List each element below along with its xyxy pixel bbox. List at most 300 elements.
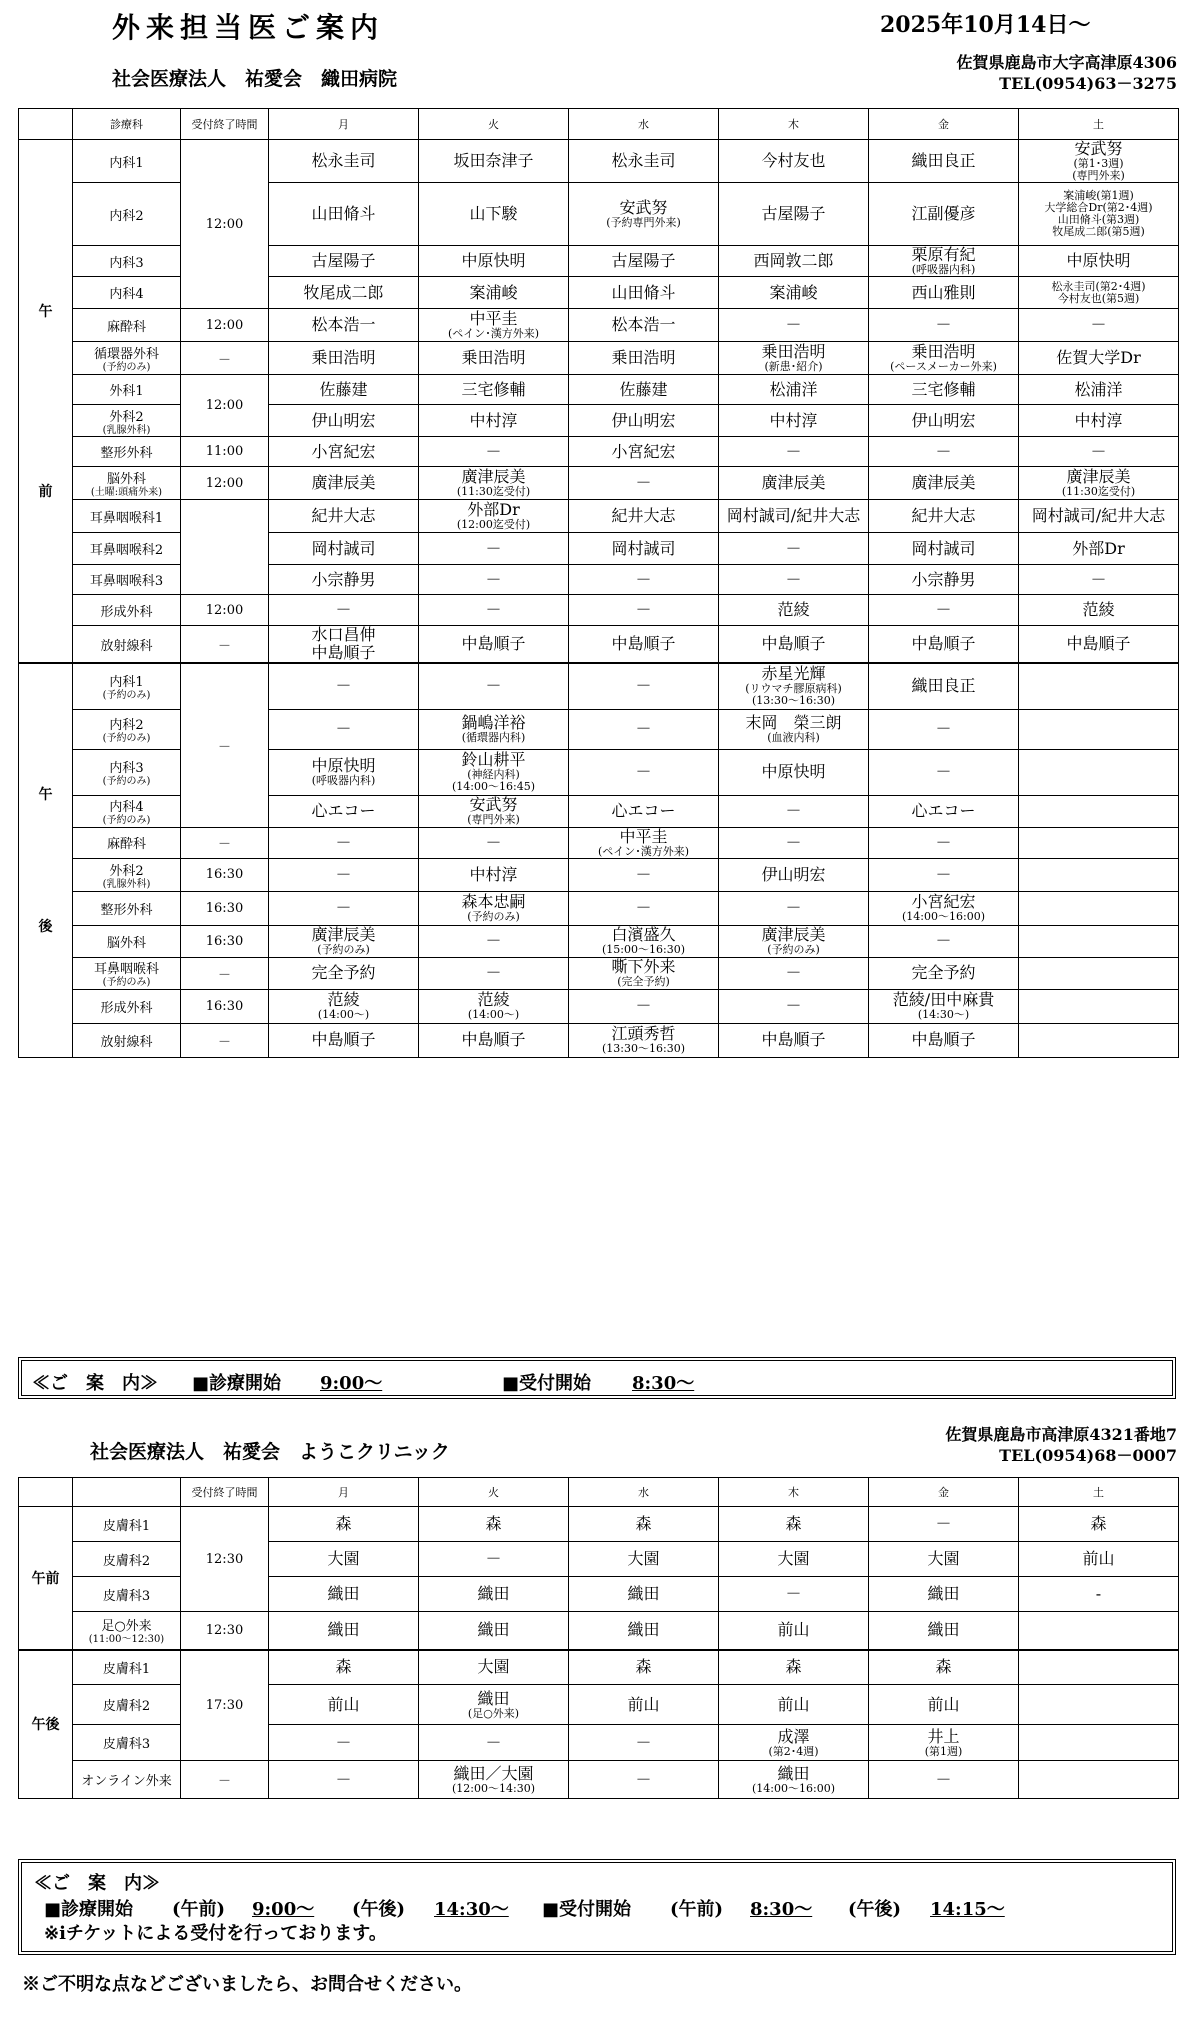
dept-sub: (予約のみ): [102, 815, 151, 826]
schedule-cell: [419, 309, 569, 342]
doctor-name: 范綾: [477, 990, 510, 1009]
doctor-name: 織田: [627, 1584, 660, 1603]
doctor-name: 古屋陽子: [761, 204, 826, 223]
doctor-note: (第1週): [924, 1744, 963, 1758]
reception-time: 8:30～: [632, 1373, 695, 1394]
schedule-cell: [269, 795, 419, 827]
schedule-cell: [719, 405, 869, 437]
dept-cell: [73, 1542, 181, 1577]
dept-cell: [73, 246, 181, 277]
schedule-cell: [569, 565, 719, 595]
clinic-pm-label-2: (午後): [848, 1899, 902, 1920]
schedule-cell: [719, 957, 869, 989]
col-header-0: 診療科: [73, 109, 181, 140]
dept-name: 内科1: [109, 155, 144, 171]
clinic-col-header-0: 受付終了時間: [181, 1478, 269, 1507]
dept-name: 循環器外科: [93, 347, 159, 362]
dept-cell: [73, 925, 181, 957]
doctor-name: 廣津辰美: [1066, 467, 1131, 486]
dept-name: 皮膚科2: [102, 1553, 151, 1569]
doctor-name: 鍋嶋洋裕: [461, 713, 526, 732]
dept-cell: [73, 533, 181, 565]
doctor-name: 中原快明: [1066, 251, 1131, 270]
schedule-cell: [569, 1023, 719, 1057]
doctor-name: －: [935, 1514, 952, 1533]
schedule-cell: [869, 246, 1019, 277]
schedule-cell: [719, 467, 869, 500]
doctor-name: －: [635, 473, 652, 492]
schedule-cell-empty: [1019, 989, 1179, 1023]
doctor-name: －: [785, 538, 802, 558]
schedule-cell: [719, 246, 869, 277]
schedule-cell: [1019, 1577, 1179, 1612]
schedule-cell-empty: [1019, 1685, 1179, 1725]
dept-sub: (乳腺外科): [102, 878, 151, 890]
doctor-name: －: [335, 832, 352, 852]
schedule-cell: [419, 1023, 569, 1057]
hospital-name: 社会医療法人 祐愛会 織田病院: [112, 68, 398, 90]
schedule-cell: [869, 795, 1019, 827]
schedule-cell: [719, 183, 869, 246]
col-header-6: 金: [869, 109, 1019, 140]
schedule-cell: [869, 626, 1019, 664]
doctor-name: -: [1095, 1584, 1102, 1603]
doctor-note: (14:30～): [917, 1008, 970, 1021]
schedule-cell: [569, 1725, 719, 1761]
dept-name: 皮膚科1: [102, 1661, 151, 1677]
schedule-cell: [1019, 500, 1179, 533]
doctor-note: (ペイン･漢方外来): [447, 327, 540, 340]
doctor-name: 前山: [1082, 1549, 1115, 1568]
time-cell: 12:30: [181, 1612, 269, 1650]
doctor-name: 岡村誠司: [311, 538, 376, 558]
doctor-name: 岡村誠司: [911, 538, 976, 558]
clinic-col-header-3: 水: [569, 1478, 719, 1507]
schedule-cell-empty: [1019, 1761, 1179, 1799]
dept-cell: [73, 858, 181, 891]
dept-name: 整形外科: [100, 446, 153, 461]
doctor-note: (14:00～): [317, 1008, 370, 1021]
doctor-name: －: [1090, 441, 1107, 461]
schedule-cell: [569, 989, 719, 1023]
clinic-am-label: (午前): [172, 1899, 226, 1920]
doctor-name: 織田: [777, 1763, 810, 1783]
clinic-reception-label: ■受付開始: [542, 1899, 632, 1920]
doctor-name: －: [635, 898, 652, 917]
doctor-name: 廣津辰美: [461, 467, 526, 486]
schedule-cell: [1019, 246, 1179, 277]
hospital-schedule-table: [18, 108, 1179, 1058]
schedule-cell: [419, 749, 569, 795]
schedule-cell: [869, 709, 1019, 749]
schedule-cell: [269, 749, 419, 795]
doctor-note: (呼吸器内科): [311, 774, 376, 787]
schedule-cell-empty: [1019, 663, 1179, 709]
schedule-cell: [419, 626, 569, 664]
schedule-cell: [719, 565, 869, 595]
clinic-info-label: ≪ご 案 内≫: [34, 1873, 160, 1894]
schedule-cell: [269, 925, 419, 957]
doctor-name: －: [635, 762, 652, 781]
dept-sub: (予約のみ): [102, 977, 151, 988]
schedule-cell: [869, 1023, 1019, 1057]
schedule-cell: [269, 405, 419, 437]
doctor-name: 伊山明宏: [311, 410, 376, 430]
schedule-cell: [419, 533, 569, 565]
doctor-name: 山下駿: [469, 204, 518, 223]
clinic-tel: TEL(0954)68－0007: [999, 1446, 1177, 1465]
doctor-note: (14:00～16:00): [902, 910, 985, 923]
doctor-name: －: [935, 832, 952, 852]
schedule-cell: [569, 749, 719, 795]
schedule-cell: [419, 663, 569, 709]
doctor-note: (予約のみ): [467, 910, 520, 923]
doctor-name: 中原快明: [311, 756, 376, 775]
schedule-cell: [269, 309, 419, 342]
schedule-cell: [419, 595, 569, 626]
doctor-note: (神経内科) (14:00～16:45): [452, 768, 535, 793]
dept-cell: [73, 1761, 181, 1799]
doctor-name: －: [935, 931, 952, 950]
schedule-cell: [569, 1685, 719, 1725]
dept-cell: [73, 595, 181, 626]
schedule-cell: [269, 437, 419, 467]
doctor-name: －: [1090, 569, 1107, 589]
dept-name: 皮膚科3: [102, 1737, 151, 1752]
schedule-cell: [569, 437, 719, 467]
dept-cell: [73, 626, 181, 664]
doctor-name: －: [935, 1769, 952, 1789]
schedule-cell: [719, 709, 869, 749]
doctor-name: 中島順子: [911, 634, 976, 653]
doctor-name: 前山: [777, 1694, 810, 1714]
dept-cell: [73, 183, 181, 246]
doctor-name: －: [785, 1584, 802, 1603]
doctor-name: 坂田奈津子: [453, 151, 534, 170]
time-cell: －: [181, 1023, 269, 1057]
doctor-name: 織田: [477, 1688, 510, 1708]
dept-sub: (乳腺外科): [102, 424, 151, 436]
doctor-name: 森: [785, 1657, 802, 1677]
doctor-name: 小宮紀宏: [611, 441, 676, 461]
doctor-note: (12:00～14:30): [452, 1781, 535, 1795]
schedule-cell: [869, 957, 1019, 989]
schedule-cell: [1019, 405, 1179, 437]
dept-name: 皮膚科3: [102, 1588, 151, 1604]
dept-name: 内科3: [109, 761, 144, 776]
dept-cell: [73, 342, 181, 375]
doctor-name: －: [335, 1769, 352, 1789]
doctor-name: 紀井大志: [311, 506, 376, 525]
doctor-name: －: [1090, 315, 1107, 334]
clinic-start-am: 9:00～: [252, 1899, 315, 1920]
clinic-col-header-6: 土: [1019, 1478, 1179, 1507]
dept-cell: [73, 891, 181, 925]
hospital-info-box: [18, 1357, 1176, 1399]
doctor-name: 乗田浩明: [461, 348, 526, 367]
schedule-cell: [719, 533, 869, 565]
schedule-cell: [419, 1507, 569, 1542]
schedule-cell: [869, 565, 1019, 595]
doctor-name: 范綾: [777, 600, 810, 619]
schedule-cell: [569, 140, 719, 183]
clinic-col-header-2: 火: [419, 1478, 569, 1507]
schedule-cell: [269, 858, 419, 891]
doctor-name: 赤星光輝: [761, 664, 826, 684]
doctor-name: 案浦峻: [469, 282, 518, 302]
schedule-cell: [569, 277, 719, 309]
doctor-name: －: [485, 1549, 502, 1568]
col-header-4: 水: [569, 109, 719, 140]
doctor-name: 完全予約: [311, 963, 376, 982]
schedule-cell: [269, 1542, 419, 1577]
dept-name: 内科2: [109, 718, 144, 733]
schedule-cell: [719, 1612, 869, 1650]
col-header-2: 月: [269, 109, 419, 140]
time-cell: 17:30: [181, 1650, 269, 1761]
dept-cell: [73, 1685, 181, 1725]
dept-sub: (予約のみ): [102, 690, 151, 702]
doctor-name: 前山: [777, 1620, 810, 1640]
header-blank: [19, 109, 73, 140]
doctor-note: (足○外来): [467, 1706, 520, 1720]
doctor-name: －: [785, 441, 802, 461]
schedule-cell: [1019, 309, 1179, 342]
clinic-reception-pm: 14:15～: [930, 1899, 1005, 1920]
doctor-note: (12:00迄受付): [456, 518, 531, 531]
dept-cell: [73, 1507, 181, 1542]
doctor-name: 岡村誠司/紀井大志: [1031, 506, 1166, 525]
schedule-cell-empty: [1019, 1650, 1179, 1685]
doctor-name: 岡村誠司/紀井大志: [726, 506, 861, 525]
dept-name: 整形外科: [100, 902, 153, 918]
dept-cell: [73, 989, 181, 1023]
doctor-name: 井上: [927, 1726, 960, 1746]
doctor-name: 森: [1090, 1514, 1107, 1533]
doctor-name: 織田: [927, 1584, 960, 1603]
dept-name: 麻酔科: [106, 319, 146, 335]
doctor-name: 中平圭: [469, 309, 518, 328]
doctor-name: 松永圭司: [611, 151, 676, 170]
doctor-name: 小宗静男: [911, 569, 976, 589]
schedule-cell: [569, 405, 719, 437]
doctor-name: 白濱盛久: [611, 925, 676, 944]
dept-cell: [73, 1577, 181, 1612]
schedule-cell: [719, 749, 869, 795]
schedule-cell: [569, 891, 719, 925]
dept-sub: (11:00～12:30): [88, 1634, 165, 1646]
doctor-name: 水口昌伸 中島順子: [311, 625, 376, 662]
schedule-cell: [719, 925, 869, 957]
period-am: 午 前: [19, 140, 73, 664]
doctor-name: 森: [935, 1657, 952, 1677]
doctor-name: 中村淳: [469, 864, 518, 884]
doctor-note: (循環器内科): [461, 731, 526, 744]
doctor-note: (血液内科): [767, 731, 820, 744]
doctor-name: 松浦洋: [769, 379, 818, 399]
doctor-name: 紀井大志: [611, 506, 676, 525]
dept-cell: [73, 277, 181, 309]
doctor-name: 乗田浩明: [311, 348, 376, 367]
schedule-cell: [869, 467, 1019, 500]
dept-name: 内科3: [109, 255, 144, 271]
schedule-cell: [569, 1577, 719, 1612]
dept-name: 内科1: [109, 675, 144, 691]
schedule-cell: [269, 709, 419, 749]
schedule-cell: [719, 309, 869, 342]
doctor-name: 廣津辰美: [311, 925, 376, 944]
schedule-cell: [869, 1507, 1019, 1542]
schedule-cell: [869, 1685, 1019, 1725]
schedule-cell: [869, 891, 1019, 925]
schedule-cell: [419, 957, 569, 989]
schedule-cell: [269, 1577, 419, 1612]
schedule-cell: [1019, 277, 1179, 309]
schedule-cell: [419, 891, 569, 925]
dept-name: 麻酔科: [106, 837, 146, 852]
time-cell: 12:00: [181, 140, 269, 309]
effective-date: 2025年10月14日～: [880, 12, 1091, 38]
schedule-cell: [719, 989, 869, 1023]
schedule-cell: [719, 1507, 869, 1542]
dept-name: 皮膚科2: [102, 1699, 151, 1714]
dept-cell: [73, 467, 181, 500]
schedule-cell: [869, 749, 1019, 795]
schedule-cell: [719, 1023, 869, 1057]
doctor-name: 中島順子: [311, 1030, 376, 1049]
doctor-name: 廣津辰美: [911, 473, 976, 492]
doctor-note: (ペースメーカー外来): [890, 360, 997, 373]
schedule-cell: [719, 277, 869, 309]
schedule-cell: [719, 795, 869, 827]
schedule-cell: [569, 827, 719, 858]
clinic-col-header-5: 金: [869, 1478, 1019, 1507]
time-cell: －: [181, 1761, 269, 1799]
schedule-cell: [269, 246, 419, 277]
schedule-cell-empty: [1019, 795, 1179, 827]
schedule-cell: [719, 663, 869, 709]
doctor-name: －: [785, 569, 802, 589]
schedule-cell: [719, 375, 869, 405]
doctor-name: 中村淳: [1074, 410, 1123, 430]
schedule-cell: [419, 1542, 569, 1577]
schedule-cell: [569, 467, 719, 500]
clinic-ticket-note: ※iチケットによる受付を行っております。: [44, 1923, 387, 1944]
doctor-name: 織田: [627, 1620, 660, 1640]
dept-cell: [73, 500, 181, 533]
schedule-cell: [419, 183, 569, 246]
schedule-cell: [719, 140, 869, 183]
schedule-cell: [1019, 467, 1179, 500]
schedule-cell: [869, 1612, 1019, 1650]
doctor-note: (第2･4週): [768, 1744, 819, 1758]
schedule-cell: [569, 342, 719, 375]
dept-name: 内科4: [109, 287, 144, 302]
schedule-cell: [269, 140, 419, 183]
dept-name: 耳鼻咽喉科3: [89, 574, 164, 589]
time-cell: 12:00: [181, 595, 269, 626]
schedule-cell: [719, 437, 869, 467]
doctor-name: 森: [335, 1657, 352, 1677]
schedule-cell: [869, 827, 1019, 858]
doctor-name: 中村淳: [769, 410, 818, 430]
schedule-cell: [869, 437, 1019, 467]
doctor-name: 大園: [627, 1549, 660, 1568]
schedule-cell: [869, 925, 1019, 957]
doctor-note: (第1･3週) (専門外来): [1072, 157, 1125, 182]
doctor-name: 織田良正: [911, 676, 976, 696]
doctor-name: 織田: [477, 1584, 510, 1603]
doctor-name: －: [485, 931, 502, 950]
doctor-name: 中島順子: [611, 634, 676, 653]
schedule-cell: [419, 277, 569, 309]
doctor-name: 小宮紀宏: [311, 441, 376, 461]
doctor-name: 松本浩一: [311, 315, 376, 334]
page-title: 外来担当医ご案内: [112, 11, 385, 44]
dept-sub: (予約のみ): [102, 776, 151, 787]
doctor-name: －: [635, 676, 652, 696]
col-header-5: 木: [719, 109, 869, 140]
doctor-name: 松浦洋: [1074, 379, 1123, 399]
doctor-name: 中原快明: [761, 762, 826, 781]
schedule-cell: [419, 405, 569, 437]
schedule-cell-empty: [1019, 749, 1179, 795]
schedule-cell: [569, 709, 719, 749]
time-cell: 16:30: [181, 891, 269, 925]
schedule-cell: [419, 342, 569, 375]
doctor-name: 栗原有紀: [911, 245, 976, 264]
doctor-name: 外部Dr: [467, 500, 520, 519]
doctor-name: 嘶下外来: [611, 957, 676, 976]
dept-name: 形成外科: [100, 1000, 153, 1016]
schedule-cell: [569, 858, 719, 891]
doctor-name: 前山: [627, 1694, 660, 1714]
clinic-start-label: ■診療開始: [44, 1899, 134, 1920]
reception-label: ■受付開始: [502, 1373, 592, 1394]
schedule-cell: [719, 858, 869, 891]
doctor-name: 三宅修輔: [911, 379, 976, 399]
schedule-cell: [869, 405, 1019, 437]
doctor-name: 森: [485, 1514, 502, 1533]
dept-name: 耳鼻咽喉科1: [89, 510, 164, 526]
schedule-cell-empty: [1019, 1612, 1179, 1650]
doctor-name: －: [635, 569, 652, 589]
schedule-cell: [419, 467, 569, 500]
doctor-name: －: [635, 1732, 652, 1752]
doctor-name: 山田脩斗: [311, 204, 376, 223]
doctor-name: 廣津辰美: [761, 925, 826, 944]
doctor-note: (予約専門外来): [606, 216, 681, 229]
schedule-cell: [269, 1507, 419, 1542]
doctor-name: 范綾: [1082, 600, 1115, 619]
schedule-cell: [869, 309, 1019, 342]
schedule-cell: [419, 827, 569, 858]
doctor-name: －: [935, 441, 952, 461]
doctor-name: －: [485, 832, 502, 852]
schedule-cell: [419, 375, 569, 405]
schedule-cell: [869, 989, 1019, 1023]
dept-name: 耳鼻咽喉科: [93, 962, 159, 977]
schedule-cell-empty: [1019, 827, 1179, 858]
dept-name: 内科2: [109, 208, 144, 224]
doctor-note: (ペイン･漢方外来): [597, 844, 690, 858]
dept-cell: [73, 1612, 181, 1650]
dept-cell: [73, 795, 181, 827]
period-pm: 午後: [19, 1650, 73, 1799]
doctor-name: －: [635, 864, 652, 884]
schedule-cell: [869, 858, 1019, 891]
col-header-1: 受付終了時間: [181, 109, 269, 140]
